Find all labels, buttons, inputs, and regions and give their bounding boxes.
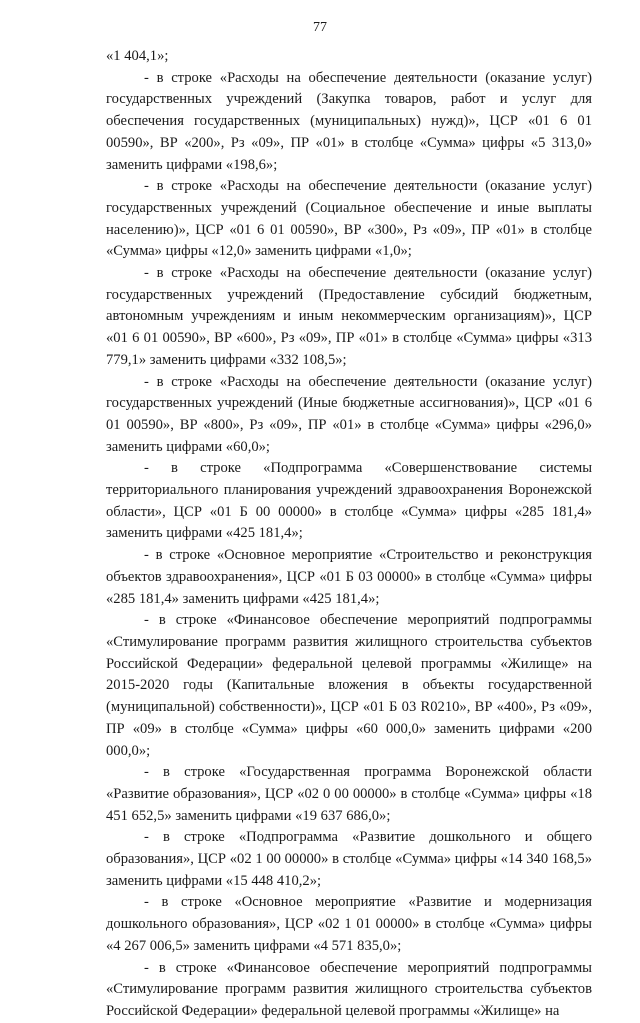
paragraph: «1 404,1»; (106, 48, 169, 64)
paragraph: - в строке «Подпрограмма «Совершенствование системы территориального планирования учреждений здравоохранения Воронежской области», ЦСР «01 Б 00 00000» в столбце «Сумма» цифры «285 181,4» заменить цифрами «425 181,4»; (106, 460, 592, 542)
paragraph: - в строке «Расходы на обеспечение деятельности (оказание услуг) государственных учреждений (Иные бюджетные ассигнования)», ЦСР «01 6 01 00590», ВР «800», Рз «09», ПР «01» в столбце «Сумма» цифры «296,0» заменить цифрами «60,0»; (106, 373, 592, 455)
paragraph: - в строке «Финансовое обеспечение мероприятий подпрограммы «Стимулирование программ развития жилищного строительства субъектов Российской Федерации» федеральной целевой программы «Жилище» на 2015-2020 годы (Капитальные вложения в объекты государственной (муниципальной) собственности)», ЦСР «01 Б 03 R0210», ВР «400», Рз «09», ПР «09» в столбце «Сумма» цифры «60 000,0» заменить цифрами «200 000,0»; (106, 612, 592, 759)
paragraph: - в строке «Финансовое обеспечение мероприятий подпрограммы «Стимулирование программ развития жилищного строительства субъектов Российской Федерации» федеральной целевой программы «Жилище» на (106, 959, 592, 1019)
page-number: 77 (313, 20, 327, 35)
paragraph: - в строке «Государственная программа Воронежской области «Развитие образования», ЦСР «02 0 00 00000» в столбце «Сумма» цифры «18 451 652,5» заменить цифрами «19 637 686,0»; (106, 764, 592, 824)
paragraph: - в строке «Основное мероприятие «Строительство и реконструкция объектов здравоохранения», ЦСР «01 Б 03 00000» в столбце «Сумма» цифры «285 181,4» заменить цифрами «425 181,4»; (106, 547, 592, 607)
document-body (106, 46, 592, 1023)
paragraph: - в строке «Основное мероприятие «Развитие и модернизация дошкольного образования», ЦСР «02 1 01 00000» в столбце «Сумма» цифры «4 267 006,5» заменить цифрами «4 571 835,0»; (106, 894, 592, 954)
paragraph: - в строке «Подпрограмма «Развитие дошкольного и общего образования», ЦСР «02 1 00 00000» в столбце «Сумма» цифры «14 340 168,5» заменить цифрами «15 448 410,2»; (106, 829, 592, 889)
paragraph: - в строке «Расходы на обеспечение деятельности (оказание услуг) государственных учреждений (Предоставление субсидий бюджетным, автономным учреждениям и иным некоммерческим организациям)», ЦСР «01 6 01 00590», ВР «600», Рз «09», ПР «01» в столбце «Сумма» цифры «313 779,1» заменить цифрами «332 108,5»; (106, 265, 592, 368)
paragraph: - в строке «Расходы на обеспечение деятельности (оказание услуг) государственных учреждений (Закупка товаров, работ и услуг для обеспечения государственных (муниципальных) нужд)», ЦСР «01 6 01 00590», ВР «200», Рз «09», ПР «01» в столбце «Сумма» цифры «5 313,0» заменить цифрами «198,6»; (106, 69, 592, 173)
paragraph: - в строке «Расходы на обеспечение деятельности (оказание услуг) государственных учреждений (Социальное обеспечение и иные выплаты населению)», ЦСР «01 6 01 00590», ВР «300», Рз «09», ПР «01» в столбце «Сумма» цифры «12,0» заменить цифрами «1,0»; (106, 178, 592, 260)
